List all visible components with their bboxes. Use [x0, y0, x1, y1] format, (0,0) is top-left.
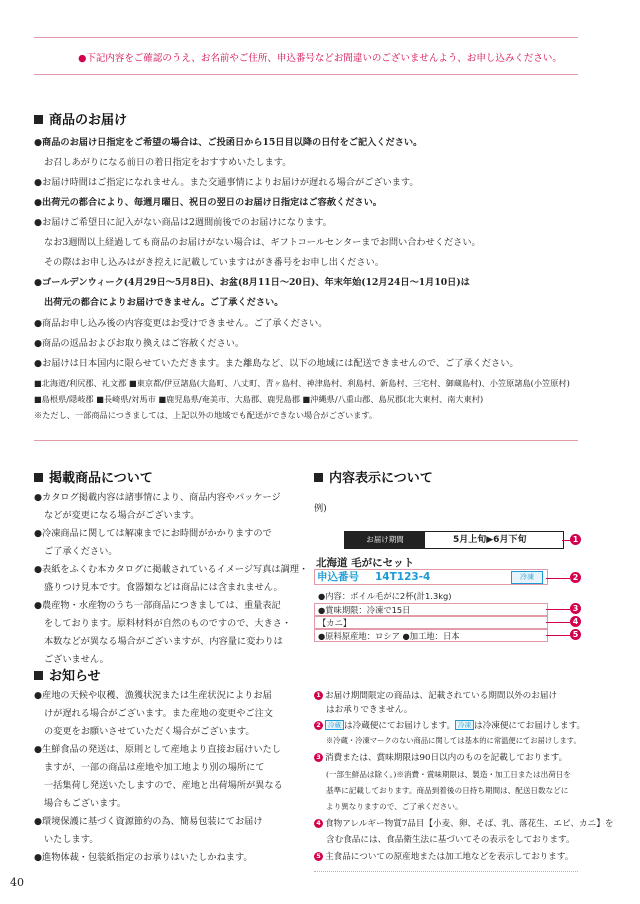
delivery-line-14: ■島根県/隠岐郡 ■長崎県/対馬市 ■鹿児島県/奄美市、大島郡、鹿児島郡 ■沖縄県/八重山郡、島尻郡(北大東村、南大東村): [34, 394, 484, 404]
note-5-number-icon: 5: [314, 852, 323, 861]
listing-line-8: をしております。原料材料が自然のものですので、大きさ・: [44, 618, 292, 629]
info-line-5: ますが、一部の商品は産地や加工地より別の場所にて: [44, 762, 265, 773]
sample-origin: ●原料原産地：ロシア ●加工地：日本: [318, 631, 460, 641]
delivery-heading: 商品のお届け: [34, 109, 127, 128]
delivery-line-12: ●お届けは日本国内に限らせていただきます。また離島など、以下の地域には配送できませんので、ご了承ください。: [34, 358, 519, 369]
section-divider: [34, 440, 578, 441]
note-3: 3 消費または、賞味期限は90日以内のものを記載しております。: [314, 752, 567, 764]
delivery-line-11: ●商品の返品およびお取り換えはご容赦ください。: [34, 338, 245, 349]
listing-line-1: ●カタログ掲載内容は諸事情により、商品内容やパッケージ: [34, 492, 281, 503]
listing-line-4: ご了承ください。: [44, 546, 118, 557]
info-line-8: ●環境保護に基づく資源節約の為、簡易包装にてお届け: [34, 816, 263, 827]
note-3-cont-1: (一部生鮮品は除く。)※消費・賞味期限は、製造・加工日または出荷日を: [326, 770, 571, 779]
listing-heading: 掲載商品について: [34, 467, 153, 486]
frozen-tag: 冷凍: [511, 571, 543, 584]
listing-line-6: 盛りつけ見本です。食器類などは商品には含まれません。: [44, 582, 283, 593]
listing-line-5: ●表紙をふくむ本カタログに掲載されているイメージ写真は調理・: [34, 564, 309, 575]
order-code-box: [314, 569, 548, 585]
order-code-number: 14T123-4: [375, 571, 431, 583]
marker-1-icon: 1: [570, 534, 581, 545]
delivery-line-8: ●ゴールデンウィーク(4月29日〜5月8日)、お盆(8月11日〜20日)、年末年始(12月24日〜1月10日)は: [34, 277, 470, 288]
notes-bottom-rule: [314, 871, 578, 872]
info-line-10: ●進物体裁・包装紙指定のお承りはいたしかねます。: [34, 852, 253, 863]
note-4-cont: 含む食品には、食品衛生法に基づいてその表示をしております。: [326, 835, 575, 845]
info-line-4: ●生鮮食品の発送は、原則として産地より直接お届けいたし: [34, 744, 281, 755]
example-label: 例): [314, 503, 327, 514]
listing-line-3: ●冷凍商品に関しては解凍までにお時間がかかりますので: [34, 528, 272, 539]
delivery-period-value: 5月上旬▶6月下旬: [453, 535, 527, 545]
listing-line-9: 本数などが異なる場合がございますが、内容量に変わりは: [44, 636, 283, 647]
info-heading: お知らせ: [34, 665, 101, 684]
note-3-cont-2: 基準に記載しております。商品到着後の日持ち期間は、配送日数などに: [326, 786, 569, 795]
delivery-period-label: お届け期間: [345, 532, 425, 548]
note-1-number-icon: 1: [314, 691, 323, 700]
note-2-number-icon: 2: [314, 721, 323, 730]
marker-2-leader: [546, 578, 570, 579]
delivery-line-10: ●商品お申し込み後の内容変更はお受けできません。ご了承ください。: [34, 318, 328, 329]
delivery-line-7: その際はお申し込みはがき控えに記載していますはがき番号をお申し出ください。: [44, 257, 384, 268]
note-5: 5 主食品についての原産地または加工地などを表示しております。: [314, 851, 573, 863]
delivery-line-4: ●出荷元の都合により、毎週月曜日、祝日の翌日のお届け日指定はご容赦ください。: [34, 197, 382, 208]
marker-4-icon: 4: [570, 616, 581, 627]
chilled-tag: 冷蔵: [325, 720, 344, 730]
frozen-tag-note: 冷凍: [455, 720, 474, 730]
note-4: 4 食物アレルギー物質7品目【小麦、卵、そば、乳、落花生、エビ、カニ】を: [314, 818, 613, 830]
note-1: 1 お届け期間限定の商品は、記載されている期間以外のお届け: [314, 690, 557, 702]
delivery-period-box: [344, 531, 564, 549]
order-code-label: 申込番号: [317, 571, 359, 583]
delivery-line-2: お召しあがりになる前日の着日指定をおすすめいたします。: [44, 157, 292, 168]
info-line-3: の変更をお願いさせていただく場合がございます。: [44, 726, 255, 737]
square-bullet-icon: [34, 115, 43, 124]
info-line-6: 一括集荷し発送いたしますので、産地と出荷場所が異なる: [44, 780, 283, 791]
note-1-cont: はお承りできません。: [326, 705, 413, 715]
delivery-line-6: なお3週間以上経過しても商品のお届けがない場合は、ギフトコールセンターまでお問い合わせください。: [44, 237, 481, 248]
marker-3-icon: 3: [570, 603, 581, 614]
sample-label: [314, 528, 584, 676]
marker-5-icon: 5: [570, 629, 581, 640]
notice-divider: [34, 74, 578, 75]
square-bullet-icon: [314, 473, 323, 482]
sample-expiry: ●賞味期限：冷凍で15日: [318, 605, 411, 615]
note-3-cont-3: より異なりますので、ご了承ください。: [326, 802, 463, 811]
note-3-number-icon: 3: [314, 753, 323, 762]
info-line-7: 場合もございます。: [44, 798, 126, 809]
delivery-line-15: ※ただし、一部商品につきましては、上記以外の地域でも配送ができない場合がございます。: [34, 410, 378, 420]
delivery-line-9: 出荷元の都合によりお届けできません。ご了承ください。: [44, 297, 284, 308]
info-line-1: ●産地の天候や収穫、漁獲状況または生産状況によりお届: [34, 690, 272, 701]
marker-2-icon: 2: [570, 572, 581, 583]
listing-line-7: ●農産物・水産物のうち一部商品につきましては、重量表記: [34, 600, 281, 611]
sample-contents: ●内容：ボイル毛がに2杯(計1.3kg): [318, 591, 452, 601]
top-divider: [34, 37, 578, 38]
notice-text: ●下記内容をご確認のうえ、お名前やご住所、申込番号などお間違いのございませんよう、お申し込みください。: [78, 53, 562, 64]
note-2-sub: ※冷蔵・冷凍マークのない商品に関しては基本的に常温便にてお届けします。: [326, 736, 581, 745]
delivery-line-13: ■北海道/利尻郡、礼文郡 ■東京都/伊豆諸島(大島町、八丈町、青ヶ島村、神津島村、利島村、新島村、三宅村、御蔵島村)、小笠原諸島(小笠原村): [34, 378, 570, 388]
note-4-number-icon: 4: [314, 819, 323, 828]
listing-line-10: ございません。: [44, 654, 109, 665]
info-line-9: いたします。: [44, 834, 99, 845]
marker-3-leader: [546, 609, 570, 610]
delivery-line-1: ●商品のお届け日指定をご希望の場合は、ご投函日から15日目以降の日付をご記入ください。: [34, 137, 423, 148]
listing-line-2: などが変更になる場合がございます。: [44, 510, 200, 521]
info-line-2: けが遅れる場合がございます。また産地の変更やご注文: [44, 708, 273, 719]
marker-5-leader: [546, 635, 570, 636]
delivery-line-3: ●お届け時間はご指定になれません。また交通事情によりお届けが遅れる場合がございます。: [34, 177, 419, 188]
delivery-line-5: ●お届けご希望日に記入がない商品は2週間前後でのお届けになります。: [34, 217, 332, 228]
sample-product-title: 北海道 毛がにセット: [316, 557, 415, 569]
content-display-heading: 内容表示について: [314, 467, 433, 486]
note-2: 2 冷蔵 は冷蔵便にてお届けします。 冷凍 は冷凍便にてお届けします。: [314, 720, 585, 732]
sample-allergen: 【カニ】: [318, 618, 352, 628]
page-number: 40: [10, 876, 24, 889]
marker-4-leader: [546, 622, 570, 623]
square-bullet-icon: [34, 473, 43, 482]
square-bullet-icon: [34, 671, 43, 680]
